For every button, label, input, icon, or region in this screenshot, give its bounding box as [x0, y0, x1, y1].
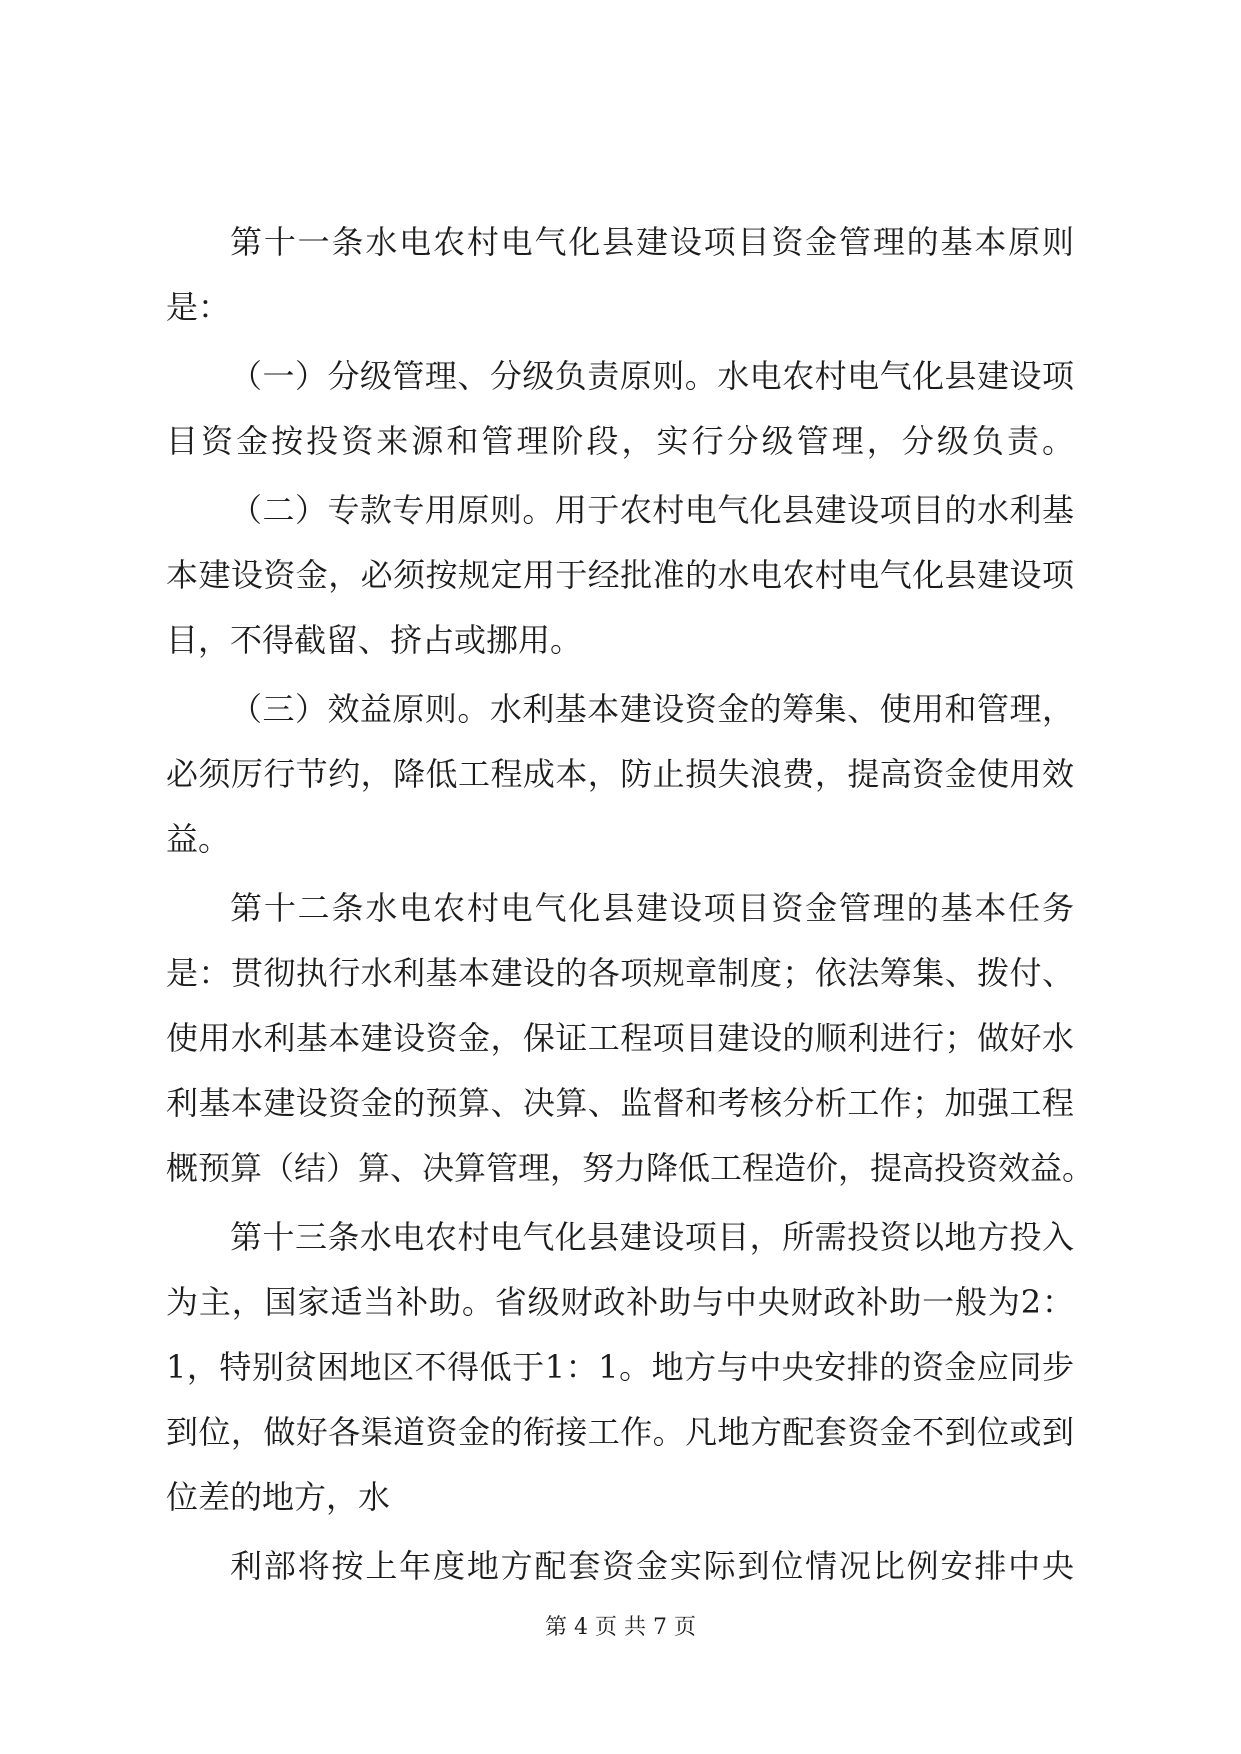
paragraph-line: （二）专款专用原则。用于农村电气化县建设项目的水利基	[230, 491, 1074, 529]
paragraph-line: 利部将按上年度地方配套资金实际到位情况比例安排中央	[230, 1547, 1074, 1585]
paragraph-line: 第十三条水电农村电气化县建设项目，所需投资以地方投入	[230, 1218, 1074, 1256]
paragraph-line: 第十二条水电农村电气化县建设项目资金管理的基本任务	[230, 889, 1074, 927]
paragraph-line: 为主，国家适当补助。省级财政补助与中央财政补助一般为2：	[166, 1283, 1074, 1321]
paragraph-line: 概预算（结）算、决算管理，努力降低工程造价，提高投资效益。	[166, 1149, 1095, 1187]
paragraph-line: 目，不得截留、挤占或挪用。	[166, 621, 583, 659]
paragraph-line: 使用水利基本建设资金，保证工程项目建设的顺利进行；做好水	[166, 1019, 1074, 1057]
paragraph-line: 本建设资金，必须按规定用于经批准的水电农村电气化县建设项	[166, 556, 1074, 594]
paragraph-line: 必须厉行节约，降低工程成本，防止损失浪费，提高资金使用效	[166, 755, 1074, 793]
paragraph-line: 位差的地方，水	[166, 1478, 391, 1516]
paragraph-line: （一）分级管理、分级负责原则。水电农村电气化县建设项	[230, 357, 1074, 395]
page-number-footer: 第 4 页 共 7 页	[545, 1615, 696, 1640]
paragraph-line: 目资金按投资来源和管理阶段，实行分级管理，分级负责。	[166, 422, 1074, 460]
paragraph-line: （三）效益原则。水利基本建设资金的筹集、使用和管理，	[230, 690, 1074, 728]
paragraph-line: 益。	[166, 820, 231, 858]
document-body	[166, 223, 1095, 1615]
paragraph-line: 第十一条水电农村电气化县建设项目资金管理的基本原则	[230, 223, 1074, 261]
paragraph-line: 1，特别贫困地区不得低于1：1。地方与中央安排的资金应同步	[166, 1348, 1074, 1386]
paragraph-line: 是：贯彻执行水利基本建设的各项规章制度；依法筹集、拨付、	[166, 954, 1074, 992]
paragraph-line: 是：	[166, 288, 231, 326]
paragraph-line: 到位，做好各渠道资金的衔接工作。凡地方配套资金不到位或到	[166, 1413, 1074, 1451]
paragraph-line: 利基本建设资金的预算、决算、监督和考核分析工作；加强工程	[166, 1084, 1074, 1122]
